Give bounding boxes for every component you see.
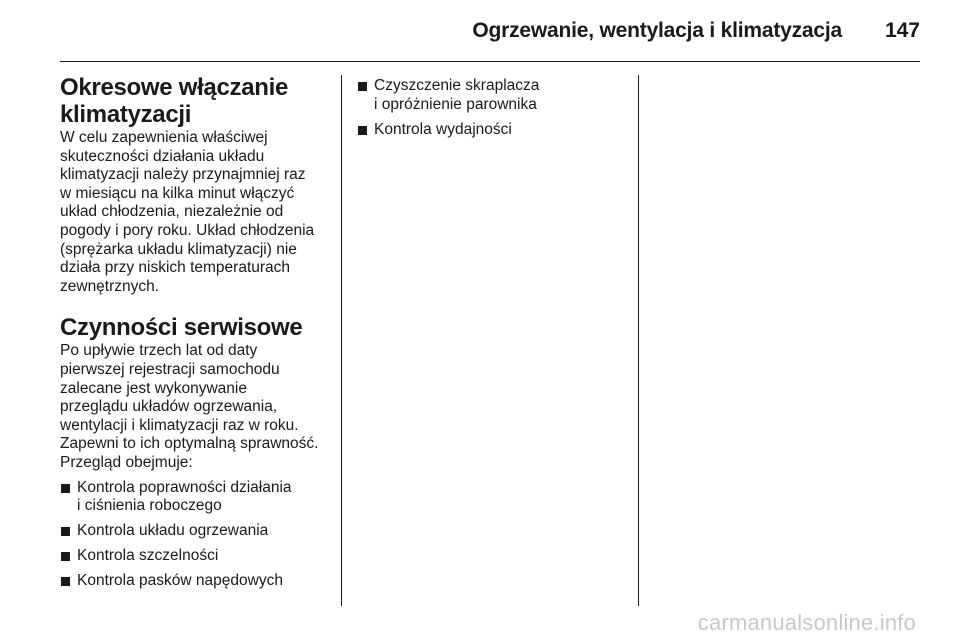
list-item-text: Kontrola poprawności działania i ciśnienia roboczego [77,478,292,515]
list-item [60,572,332,591]
list-item-text: Kontrola układu ogrzewania [77,522,269,540]
square-bullet-icon [61,577,70,586]
list-item-text: Kontrola pasków napędowych [77,572,283,590]
list-item [357,77,627,114]
section-heading-service: Czynności serwisowe [60,314,303,342]
chapter-title: Ogrzewanie, wentylacja i klimatyzacja [472,19,842,42]
list-item [357,121,627,140]
square-bullet-icon [358,126,367,135]
square-bullet-icon [358,82,367,91]
header-divider [60,61,920,62]
list-item-text: Kontrola szczelności [77,547,219,565]
watermark: carmanualsonline.info [697,610,916,635]
list-item [60,479,332,516]
list-item-text: Czyszczenie skraplacza i opróżnienie parownika [374,77,540,113]
section-body-service: Po upływie trzech lat od daty pierwszej rejestracji samochodu zalecane jest wykonywanie przeglądu układów ogrzewania, wentylacji i klimatyzacji raz w roku. Zapewni to ich optymalną sprawność. Przegląd obejmuje: [60,342,319,471]
list-item [60,547,332,566]
section-body-periodic-ac: W celu zapewnienia właściwej skuteczności działania układu klimatyzacji należy przynajmniej raz w miesiącu na kilka minut włączyć układ chłodzenia, niezależnie od pogody i pory roku. Układ chłodzenia (sprężarka układu klimatyzacji) nie działa przy niskich temperaturach zewnętrznych. [60,129,315,295]
list-item-text: Kontrola wydajności [374,120,512,138]
section-heading-periodic-ac: Okresowe włączanie klimatyzacji [60,74,289,128]
page-number: 147 [884,19,920,42]
square-bullet-icon [61,552,70,561]
column-divider-right [638,75,639,606]
service-checklist [60,479,332,591]
column-2 [357,74,627,146]
column-divider-left [341,75,342,606]
service-checklist-continued [357,77,627,139]
square-bullet-icon [61,484,70,493]
square-bullet-icon [61,527,70,536]
column-1 [60,74,332,597]
list-item [60,522,332,541]
